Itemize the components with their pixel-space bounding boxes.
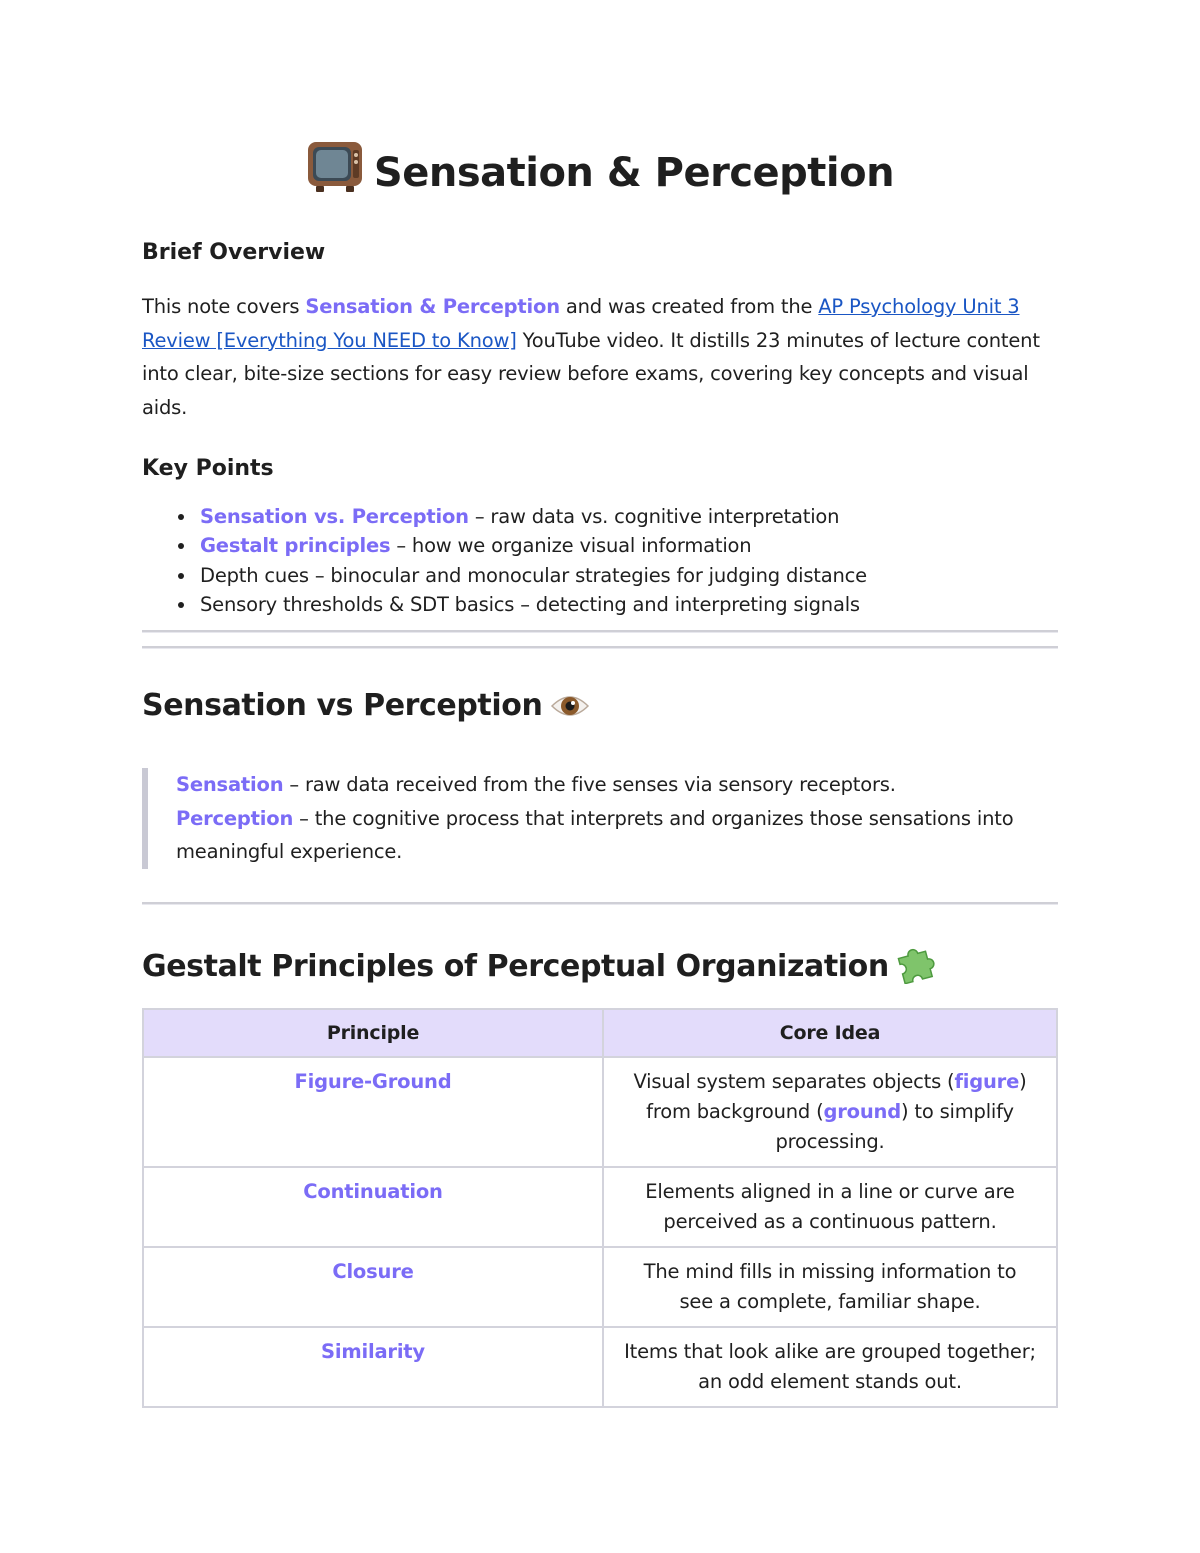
principle-cell: Closure (143, 1247, 603, 1327)
key-point-highlight: Sensation vs. Perception (200, 505, 469, 528)
sensation-term: Sensation (176, 773, 284, 796)
idea-term: ground (823, 1100, 901, 1123)
television-icon (306, 138, 364, 194)
table-row (143, 1057, 1057, 1167)
gestalt-table (142, 1008, 1058, 1408)
bullet-icon (178, 514, 184, 520)
key-point-text: – raw data vs. cognitive interpretation (468, 505, 840, 528)
principle-cell: Continuation (143, 1167, 603, 1247)
overview-heading: Brief Overview (142, 240, 326, 265)
divider (142, 646, 1058, 649)
sensation-section-title: Sensation vs Perception (142, 688, 543, 723)
bullet-icon (178, 602, 184, 608)
key-points-list (142, 502, 1060, 619)
video-link[interactable]: AP Psychology Unit 3 Review [Everything You NEED to Know] (142, 295, 1020, 352)
overview-topic: Sensation & Perception (305, 295, 560, 318)
principle-cell: Similarity (143, 1327, 603, 1407)
table-row (143, 1247, 1057, 1327)
idea-text: ) from background ( (646, 1070, 1027, 1123)
column-header: Core Idea (603, 1009, 1057, 1057)
perception-definition (176, 802, 1058, 869)
overview-text: This note covers (142, 295, 306, 318)
idea-text: ) to simplify processing. (775, 1100, 1014, 1153)
page-title (142, 138, 1058, 208)
idea-text: Visual system separates objects ( (633, 1070, 955, 1093)
overview-paragraph (142, 290, 1058, 424)
overview-text: and was created from the (559, 295, 819, 318)
idea-term: figure (954, 1070, 1020, 1093)
sensation-def-text: – raw data received from the five senses via sensory receptors. (283, 773, 896, 796)
perception-def-text: – the cognitive process that interprets and organizes those sensations into meaningful experience. (176, 806, 1014, 863)
bullet-icon (178, 573, 184, 579)
definition-quote (142, 768, 1058, 869)
page-title-text: Sensation & Perception (373, 150, 895, 196)
divider (142, 630, 1058, 633)
overview-text: YouTube video. It distills 23 minutes of lecture content into clear, bite-size sections for easy review before exams, covering key concepts and visual aids. (142, 328, 1040, 419)
table-row (143, 1167, 1057, 1247)
key-point-text: – how we organize visual information (390, 534, 752, 558)
core-idea-cell: Elements aligned in a line or curve are perceived as a continuous pattern. (603, 1167, 1057, 1247)
table-row (143, 1327, 1057, 1407)
core-idea-cell (603, 1057, 1057, 1167)
column-header: Principle (143, 1009, 603, 1057)
sensation-definition (176, 768, 1058, 802)
key-point-highlight: Gestalt principles (200, 534, 391, 558)
key-point-text: Sensory thresholds & SDT basics – detecting and interpreting signals (200, 592, 860, 616)
sensation-section-heading (142, 684, 590, 728)
gestalt-section-heading (142, 940, 941, 989)
list-item (200, 502, 1060, 531)
puzzle-icon (895, 940, 941, 984)
list-item (200, 590, 1060, 619)
key-point-text: Depth cues – binocular and monocular strategies for judging distance (200, 563, 867, 587)
key-points-heading: Key Points (142, 456, 274, 481)
bullet-icon (178, 543, 184, 549)
divider (142, 902, 1058, 905)
core-idea-cell: Items that look alike are grouped together; an odd element stands out. (603, 1327, 1057, 1407)
core-idea-cell: The mind fills in missing information to see a complete, familiar shape. (603, 1247, 1057, 1327)
principle-cell: Figure-Ground (143, 1057, 603, 1167)
list-item (200, 531, 1060, 560)
list-item (200, 561, 1060, 590)
perception-term: Perception (176, 806, 294, 830)
table-header-row (143, 1009, 1057, 1057)
gestalt-section-title: Gestalt Principles of Perceptual Organization (142, 949, 889, 984)
eye-icon (550, 690, 590, 720)
